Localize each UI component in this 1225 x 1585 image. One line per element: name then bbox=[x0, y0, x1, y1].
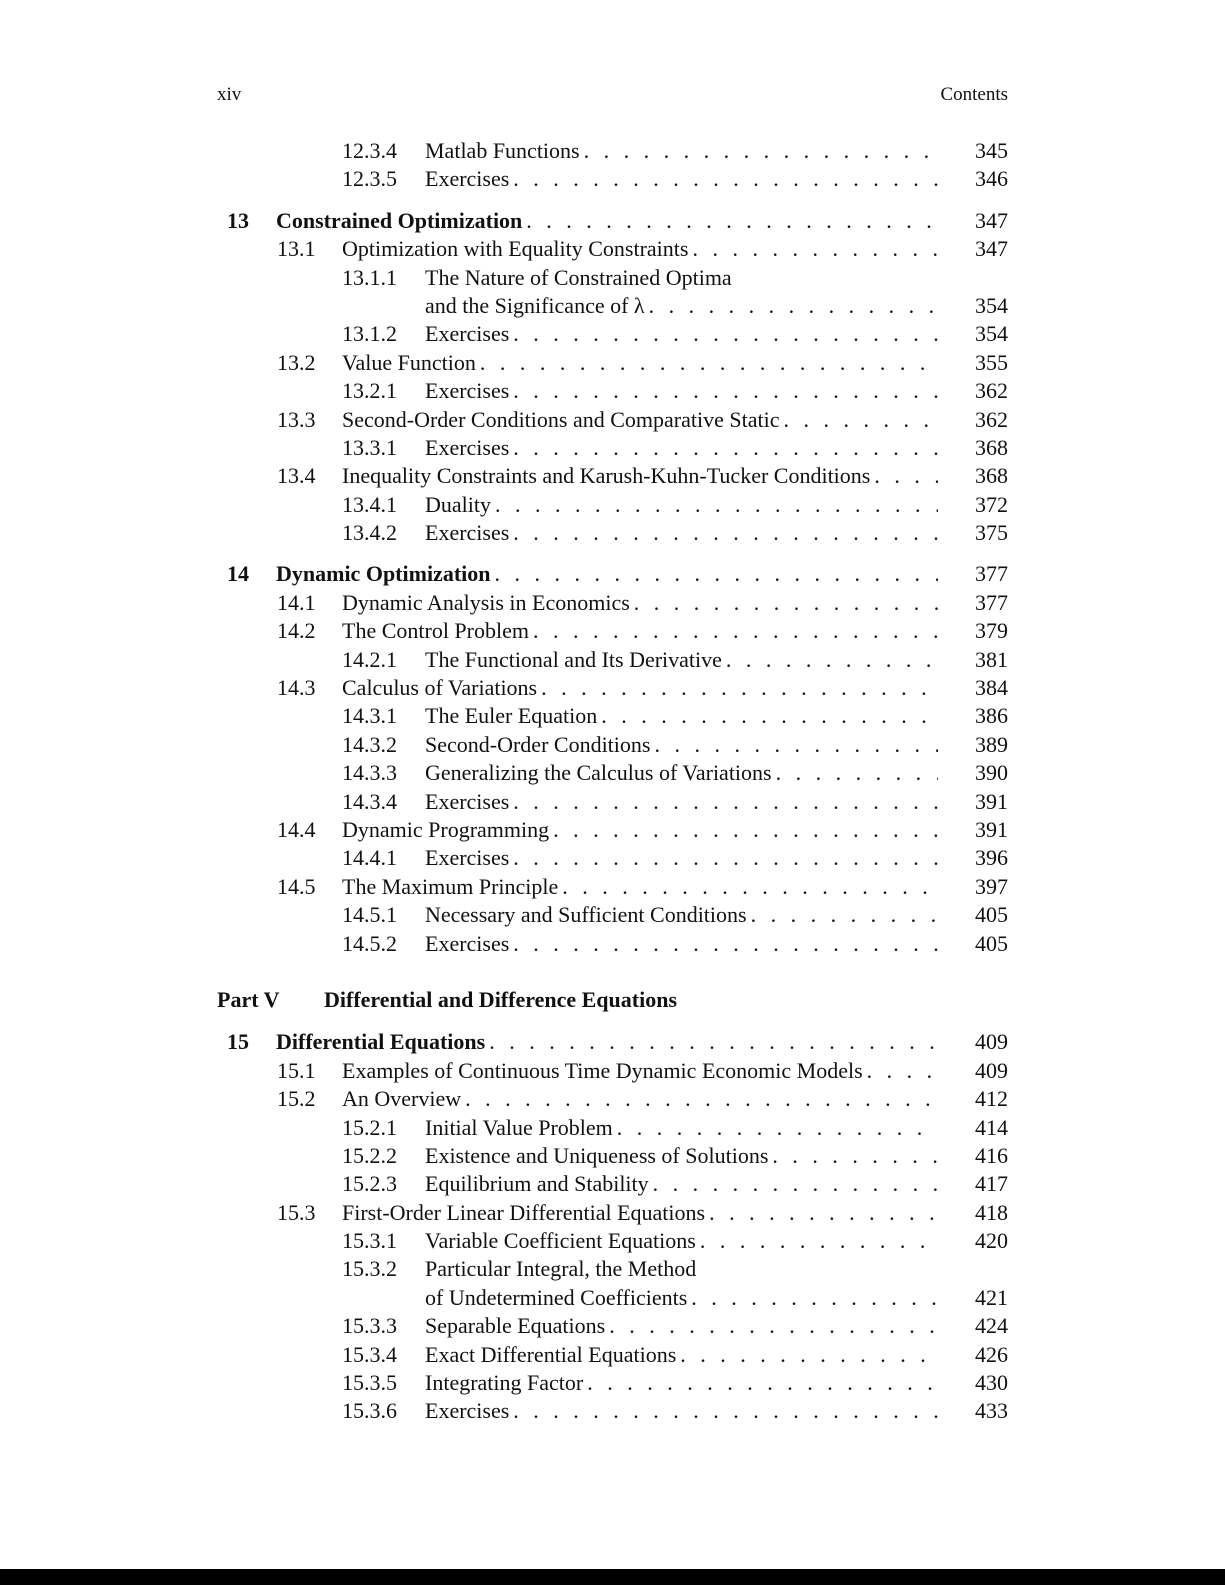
toc-entry[interactable] bbox=[217, 1085, 1008, 1113]
dot-leader bbox=[465, 1085, 938, 1113]
entry-page-number: 354 bbox=[975, 292, 1008, 318]
toc-entry[interactable] bbox=[217, 349, 1008, 377]
entry-title: Value Function bbox=[342, 349, 476, 375]
entry-number: 14.3.2 bbox=[342, 731, 397, 757]
toc-entry[interactable] bbox=[217, 264, 1008, 292]
toc-entry[interactable] bbox=[217, 1341, 1008, 1369]
toc-entry[interactable] bbox=[217, 646, 1008, 674]
entry-number: 14.4.1 bbox=[342, 845, 397, 871]
dot-leader bbox=[653, 1170, 938, 1198]
toc-entry[interactable] bbox=[217, 406, 1008, 434]
entry-page-number: 391 bbox=[975, 816, 1008, 842]
toc-entry[interactable] bbox=[217, 617, 1008, 645]
entry-page-number: 396 bbox=[975, 845, 1008, 871]
entry-page-number: 417 bbox=[975, 1171, 1008, 1197]
toc-entry[interactable] bbox=[217, 674, 1008, 702]
dot-leader bbox=[751, 901, 938, 929]
toc-entry[interactable] bbox=[217, 1199, 1008, 1227]
entry-number: 15.3.2 bbox=[342, 1256, 397, 1282]
dot-leader bbox=[495, 560, 939, 588]
dot-leader bbox=[726, 646, 938, 674]
entry-page-number: 414 bbox=[975, 1114, 1008, 1140]
entry-title: Existence and Uniqueness of Solutions bbox=[425, 1142, 769, 1168]
entry-title: Variable Coefficient Equations bbox=[425, 1228, 696, 1254]
entry-page-number: 390 bbox=[975, 760, 1008, 786]
entry-title: Calculus of Variations bbox=[342, 675, 538, 701]
entry-title: The Maximum Principle bbox=[342, 873, 559, 899]
toc-entry[interactable] bbox=[217, 930, 1008, 958]
entry-page-number: 386 bbox=[975, 703, 1008, 729]
page-number: xiv bbox=[217, 84, 242, 105]
entry-number: 15.1 bbox=[277, 1057, 316, 1083]
entry-number: 14.3.1 bbox=[342, 703, 397, 729]
entry-number: 13.4.2 bbox=[342, 520, 397, 546]
entry-number: 14.5.2 bbox=[342, 930, 397, 956]
entry-title: Exercises bbox=[425, 520, 510, 546]
entry-title: Exercises bbox=[425, 1398, 510, 1424]
toc-entry[interactable] bbox=[217, 1142, 1008, 1170]
page-header bbox=[217, 84, 1008, 110]
dot-leader bbox=[480, 349, 938, 377]
bottom-edge-bar bbox=[0, 1569, 1225, 1585]
entry-number: 12.3.5 bbox=[342, 166, 397, 192]
dot-leader bbox=[513, 320, 938, 348]
entry-page-number: 355 bbox=[975, 349, 1008, 375]
entry-title: Second-Order Conditions bbox=[425, 731, 651, 757]
toc-entry[interactable] bbox=[217, 731, 1008, 759]
entry-title: Duality bbox=[425, 491, 491, 517]
entry-page-number: 368 bbox=[975, 463, 1008, 489]
entry-title: Differential Equations bbox=[276, 1029, 486, 1055]
entry-number: 12.3.4 bbox=[342, 138, 397, 163]
entry-title: The Functional and Its Derivative bbox=[425, 646, 722, 672]
entry-number: 15.3.6 bbox=[342, 1398, 397, 1424]
toc-entry[interactable] bbox=[217, 519, 1008, 547]
entry-page-number: 412 bbox=[975, 1086, 1008, 1112]
dot-leader bbox=[513, 1397, 938, 1425]
toc-entry[interactable] bbox=[217, 377, 1008, 405]
entry-number: 15 bbox=[227, 1029, 249, 1055]
dot-leader bbox=[533, 617, 938, 645]
entry-number: 13.3.1 bbox=[342, 434, 397, 460]
toc-entry[interactable] bbox=[217, 235, 1008, 263]
entry-title: Initial Value Problem bbox=[425, 1114, 613, 1140]
entry-number: 15.2.3 bbox=[342, 1171, 397, 1197]
entry-number: 14.2 bbox=[277, 618, 316, 644]
dot-leader bbox=[541, 674, 938, 702]
entry-page-number: 362 bbox=[975, 406, 1008, 432]
dot-leader bbox=[691, 1284, 938, 1312]
dot-leader bbox=[617, 1114, 938, 1142]
entry-title: The Euler Equation bbox=[425, 703, 598, 729]
dot-leader bbox=[513, 930, 938, 958]
toc-entry[interactable] bbox=[217, 165, 1008, 193]
toc-entry[interactable] bbox=[217, 1255, 1008, 1283]
toc-entry[interactable] bbox=[217, 844, 1008, 872]
toc-entry[interactable] bbox=[217, 560, 1008, 588]
entry-number: 13.1.1 bbox=[342, 264, 397, 290]
entry-page-number: 420 bbox=[975, 1228, 1008, 1254]
dot-leader bbox=[584, 137, 938, 165]
toc-entry[interactable] bbox=[217, 292, 1008, 320]
toc-entry[interactable] bbox=[217, 901, 1008, 929]
entry-page-number: 426 bbox=[975, 1341, 1008, 1367]
toc-entry[interactable] bbox=[217, 1397, 1008, 1425]
entry-number: 13 bbox=[227, 207, 249, 233]
dot-leader bbox=[495, 491, 938, 519]
entry-page-number: 345 bbox=[975, 138, 1008, 163]
dot-leader bbox=[654, 731, 938, 759]
toc-entry[interactable] bbox=[217, 320, 1008, 348]
entry-title: Exercises bbox=[425, 930, 510, 956]
entry-title: First-Order Linear Differential Equations bbox=[342, 1199, 706, 1225]
toc-entry[interactable] bbox=[217, 491, 1008, 519]
entry-title: Dynamic Analysis in Economics bbox=[342, 589, 630, 615]
entry-number: 13.2.1 bbox=[342, 378, 397, 404]
entry-number: 14.5 bbox=[277, 873, 316, 899]
dot-leader bbox=[526, 207, 938, 235]
entry-number: 14 bbox=[227, 561, 249, 587]
entry-title: Exercises bbox=[425, 378, 510, 404]
entry-number: 13.2 bbox=[277, 349, 316, 375]
toc-entry[interactable] bbox=[217, 589, 1008, 617]
table-of-contents bbox=[217, 137, 1008, 1426]
entry-number: 15.2.1 bbox=[342, 1114, 397, 1140]
entry-page-number: 416 bbox=[975, 1142, 1008, 1168]
entry-title: Integrating Factor bbox=[425, 1370, 584, 1396]
entry-page-number: 354 bbox=[975, 321, 1008, 347]
entry-title: Exact Differential Equations bbox=[425, 1341, 677, 1367]
toc-entry[interactable] bbox=[217, 816, 1008, 844]
dot-leader bbox=[709, 1199, 938, 1227]
entry-page-number: 379 bbox=[975, 618, 1008, 644]
entry-page-number: 377 bbox=[975, 589, 1008, 615]
entry-title: Dynamic Programming bbox=[342, 816, 550, 842]
entry-page-number: 421 bbox=[975, 1284, 1008, 1310]
entry-number: 14.2.1 bbox=[342, 646, 397, 672]
entry-title: The Control Problem bbox=[342, 618, 529, 644]
dot-leader bbox=[700, 1227, 938, 1255]
dot-leader bbox=[772, 1142, 938, 1170]
entry-number: 13.4.1 bbox=[342, 491, 397, 517]
entry-page-number: 405 bbox=[975, 930, 1008, 956]
dot-leader bbox=[553, 816, 938, 844]
dot-leader bbox=[587, 1369, 938, 1397]
entry-title: Equilibrium and Stability bbox=[425, 1171, 649, 1197]
toc-entry[interactable] bbox=[217, 1284, 1008, 1312]
entry-page-number: 409 bbox=[975, 1029, 1008, 1055]
entry-page-number: 389 bbox=[975, 731, 1008, 757]
dot-leader bbox=[513, 434, 938, 462]
entry-number: 15.3 bbox=[277, 1199, 316, 1225]
entry-title: Exercises bbox=[425, 166, 510, 192]
dot-leader bbox=[776, 759, 938, 787]
toc-part-heading bbox=[217, 986, 1008, 1014]
entry-title: Exercises bbox=[425, 845, 510, 871]
entry-number: 14.3.4 bbox=[342, 788, 397, 814]
dot-leader bbox=[867, 1057, 938, 1085]
dot-leader bbox=[680, 1341, 938, 1369]
entry-title: Matlab Functions bbox=[425, 138, 580, 163]
entry-title: Separable Equations bbox=[425, 1313, 606, 1339]
toc-entry[interactable] bbox=[217, 1369, 1008, 1397]
entry-title: Particular Integral, the Method bbox=[425, 1256, 697, 1282]
toc-entry[interactable] bbox=[217, 207, 1008, 235]
part-title: Differential and Difference Equations bbox=[324, 986, 677, 1012]
entry-number: 13.1.2 bbox=[342, 321, 397, 347]
dot-leader bbox=[649, 292, 938, 320]
entry-page-number: 347 bbox=[975, 207, 1008, 233]
toc-entry[interactable] bbox=[217, 1170, 1008, 1198]
dot-leader bbox=[513, 377, 938, 405]
dot-leader bbox=[783, 406, 938, 434]
entry-page-number: 362 bbox=[975, 378, 1008, 404]
entry-number: 14.3 bbox=[277, 675, 316, 701]
entry-title: Exercises bbox=[425, 434, 510, 460]
dot-leader bbox=[874, 462, 938, 490]
dot-leader bbox=[513, 788, 938, 816]
dot-leader bbox=[489, 1028, 938, 1056]
entry-page-number: 391 bbox=[975, 788, 1008, 814]
entry-title: Dynamic Optimization bbox=[276, 561, 491, 587]
entry-page-number: 377 bbox=[975, 561, 1008, 587]
entry-page-number: 430 bbox=[975, 1370, 1008, 1396]
entry-number: 15.3.4 bbox=[342, 1341, 397, 1367]
entry-number: 14.5.1 bbox=[342, 902, 397, 928]
entry-number: 13.3 bbox=[277, 406, 316, 432]
entry-page-number: 418 bbox=[975, 1199, 1008, 1225]
entry-page-number: 405 bbox=[975, 902, 1008, 928]
entry-page-number: 347 bbox=[975, 236, 1008, 262]
entry-title: Exercises bbox=[425, 321, 510, 347]
running-title: Contents bbox=[940, 84, 1008, 105]
toc-entry[interactable] bbox=[217, 873, 1008, 901]
entry-number: 15.3.1 bbox=[342, 1228, 397, 1254]
toc-entry[interactable] bbox=[217, 702, 1008, 730]
entry-number: 15.2.2 bbox=[342, 1142, 397, 1168]
entry-page-number: 433 bbox=[975, 1398, 1008, 1424]
dot-leader bbox=[601, 702, 938, 730]
entry-page-number: 384 bbox=[975, 675, 1008, 701]
entry-number: 15.3.5 bbox=[342, 1370, 397, 1396]
entry-number: 15.2 bbox=[277, 1086, 316, 1112]
dot-leader bbox=[692, 235, 938, 263]
toc-entry[interactable] bbox=[217, 1057, 1008, 1085]
entry-title: The Nature of Constrained Optima bbox=[425, 264, 732, 290]
entry-title: and the Significance of λ bbox=[425, 292, 645, 318]
dot-leader bbox=[513, 844, 938, 872]
entry-title: Second-Order Conditions and Comparative Static bbox=[342, 406, 780, 432]
entry-page-number: 372 bbox=[975, 491, 1008, 517]
entry-number: 15.3.3 bbox=[342, 1313, 397, 1339]
entry-title: of Undetermined Coefficients bbox=[425, 1284, 688, 1310]
entry-number: 14.4 bbox=[277, 816, 316, 842]
entry-page-number: 409 bbox=[975, 1057, 1008, 1083]
entry-page-number: 397 bbox=[975, 873, 1008, 899]
dot-leader bbox=[513, 519, 938, 547]
toc-entry[interactable] bbox=[217, 1227, 1008, 1255]
entry-page-number: 381 bbox=[975, 646, 1008, 672]
entry-page-number: 375 bbox=[975, 520, 1008, 546]
entry-title: Necessary and Sufficient Conditions bbox=[425, 902, 747, 928]
entry-title: Examples of Continuous Time Dynamic Economic Models bbox=[342, 1057, 863, 1083]
entry-title: Inequality Constraints and Karush-Kuhn-Tucker Conditions bbox=[342, 463, 871, 489]
entry-title: Exercises bbox=[425, 788, 510, 814]
toc-entry[interactable] bbox=[217, 1114, 1008, 1142]
toc-entry[interactable] bbox=[217, 788, 1008, 816]
part-number: Part V bbox=[217, 986, 280, 1012]
toc-entry[interactable] bbox=[217, 434, 1008, 462]
entry-number: 13.4 bbox=[277, 463, 316, 489]
toc-entry[interactable] bbox=[217, 1028, 1008, 1056]
entry-title: Constrained Optimization bbox=[276, 207, 523, 233]
entry-title: An Overview bbox=[342, 1086, 462, 1112]
entry-page-number: 346 bbox=[975, 166, 1008, 192]
toc-entry[interactable] bbox=[217, 1312, 1008, 1340]
entry-number: 14.1 bbox=[277, 589, 316, 615]
entry-title: Generalizing the Calculus of Variations bbox=[425, 760, 772, 786]
dot-leader bbox=[562, 873, 938, 901]
entry-page-number: 368 bbox=[975, 434, 1008, 460]
entry-title: Optimization with Equality Constraints bbox=[342, 236, 689, 262]
entry-page-number: 424 bbox=[975, 1313, 1008, 1339]
dot-leader bbox=[609, 1312, 938, 1340]
dot-leader bbox=[634, 589, 938, 617]
entry-number: 13.1 bbox=[277, 236, 316, 262]
entry-number: 14.3.3 bbox=[342, 760, 397, 786]
toc-entry[interactable] bbox=[217, 462, 1008, 490]
toc-entry[interactable] bbox=[217, 759, 1008, 787]
toc-entry[interactable] bbox=[217, 137, 1008, 165]
dot-leader bbox=[513, 165, 938, 193]
